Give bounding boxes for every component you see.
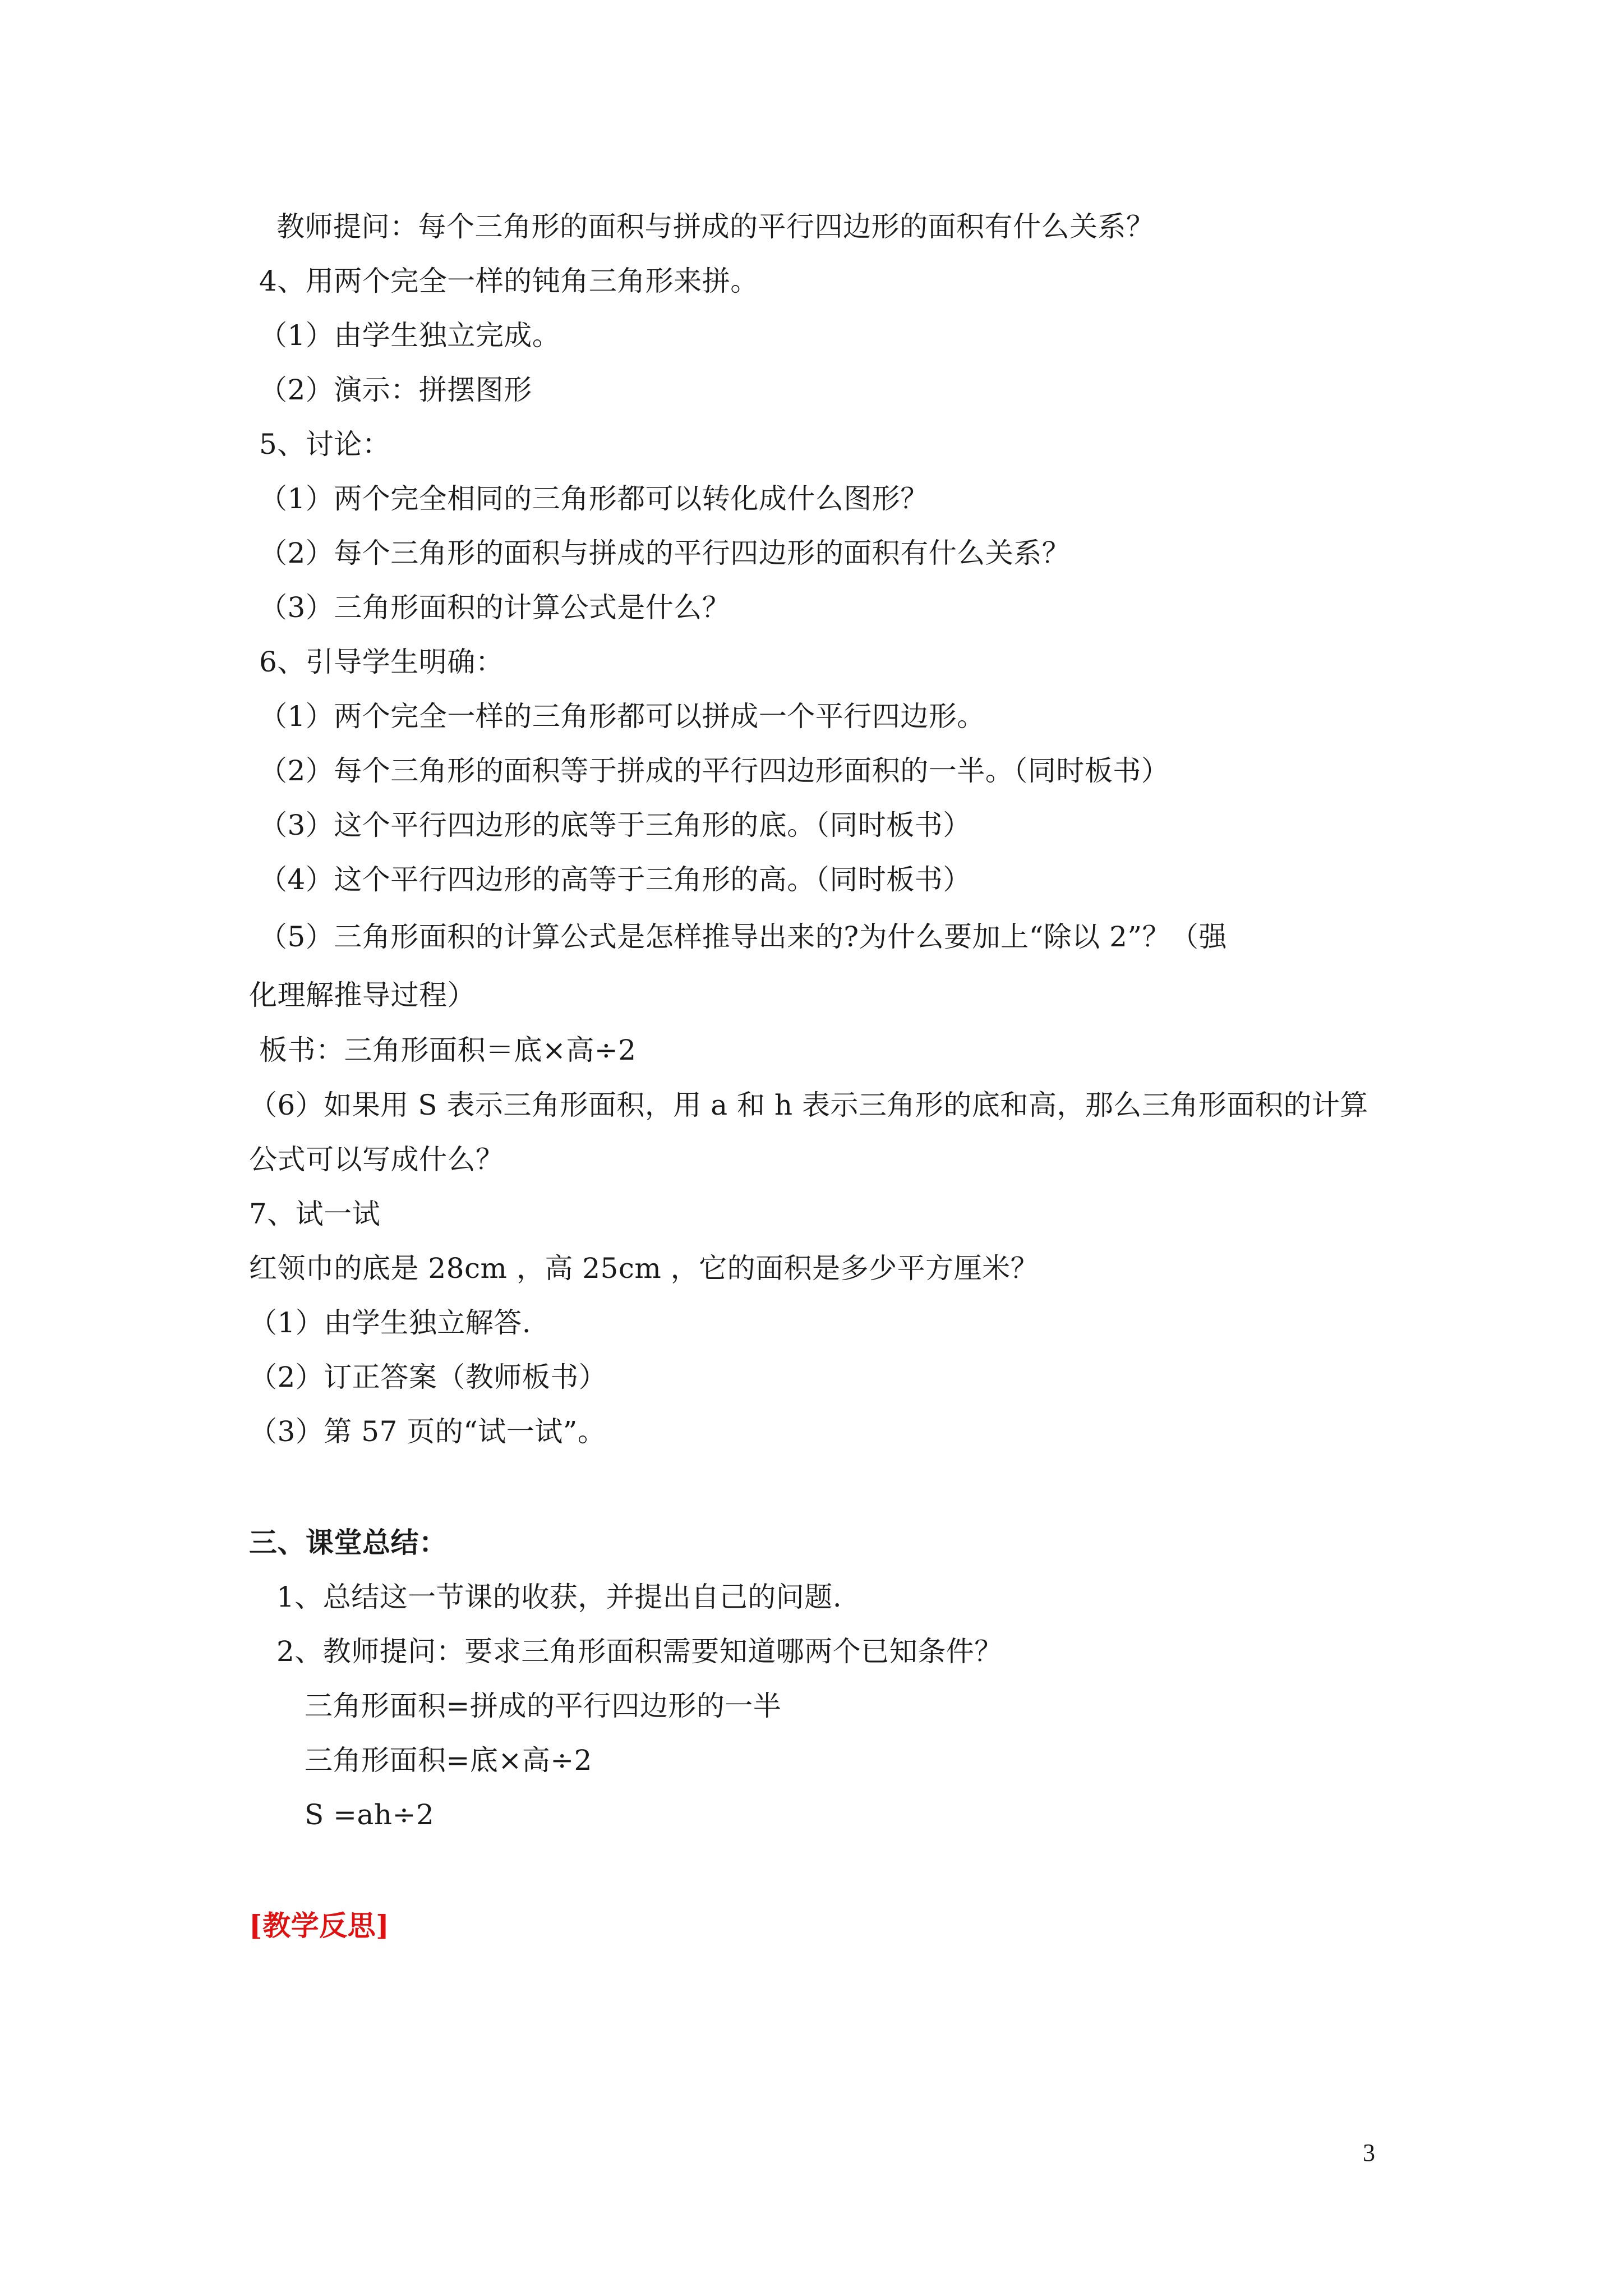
text-line: 化理解推导过程） bbox=[249, 979, 476, 1011]
text-line: 6、引导学生明确： bbox=[259, 646, 504, 678]
text-line: （5）三角形面积的计算公式是怎样推导出来的?为什么要加上“除以 2”？（强 bbox=[259, 921, 1227, 953]
text-line: 7、试一试 bbox=[249, 1198, 381, 1230]
text-line: （2）每个三角形的面积等于拼成的平行四边形面积的一半。（同时板书） bbox=[259, 754, 1170, 787]
text-line: 5、讨论： bbox=[259, 428, 391, 461]
text-line: （6）如果用 S 表示三角形面积，用 a 和 h 表示三角形的底和高，那么三角形面积的计算 bbox=[249, 1089, 1368, 1121]
summary-formula: S =ah÷2 bbox=[305, 1798, 435, 1831]
text-line: （2）每个三角形的面积与拼成的平行四边形的面积有什么关系？ bbox=[259, 537, 1071, 569]
summary-item: 1、总结这一节课的收获，并提出自己的问题. bbox=[276, 1581, 842, 1613]
summary-formula: 三角形面积=底×高÷2 bbox=[305, 1744, 592, 1777]
summary-item: 2、教师提问：要求三角形面积需要知道哪两个已知条件？ bbox=[276, 1635, 1003, 1668]
text-line: 教师提问：每个三角形的面积与拼成的平行四边形的面积有什么关系？ bbox=[276, 210, 1155, 243]
text-line: （2）演示：拼摆图形 bbox=[259, 374, 532, 406]
reflection-heading: [教学反思] bbox=[249, 1909, 390, 1942]
text-line: （3）第 57 页的“试一试”。 bbox=[249, 1415, 606, 1448]
text-line: （1）两个完全相同的三角形都可以转化成什么图形？ bbox=[259, 482, 929, 515]
text-line: 红领巾的底是 28cm ，高 25cm ，它的面积是多少平方厘米？ bbox=[249, 1252, 1039, 1285]
text-line: 公式可以写成什么？ bbox=[249, 1143, 504, 1176]
text-line: （3）三角形面积的计算公式是什么？ bbox=[259, 591, 731, 624]
text-line: （4）这个平行四边形的高等于三角形的高。（同时板书） bbox=[259, 863, 971, 896]
summary-formula: 三角形面积=拼成的平行四边形的一半 bbox=[305, 1690, 782, 1722]
page-number: 3 bbox=[1363, 2139, 1375, 2166]
text-line: 板书：三角形面积＝底×高÷2 bbox=[259, 1034, 637, 1066]
text-line: （2）订正答案（教师板书） bbox=[249, 1361, 607, 1393]
summary-heading: 三、课堂总结： bbox=[249, 1526, 448, 1559]
text-line: （1）两个完全一样的三角形都可以拼成一个平行四边形。 bbox=[259, 700, 985, 733]
text-line: （1）由学生独立完成。 bbox=[259, 319, 561, 352]
text-line: （1）由学生独立解答. bbox=[249, 1306, 532, 1339]
text-line: 4、用两个完全一样的钝角三角形来拼。 bbox=[259, 265, 759, 297]
text-line: （3）这个平行四边形的底等于三角形的底。（同时板书） bbox=[259, 809, 971, 841]
